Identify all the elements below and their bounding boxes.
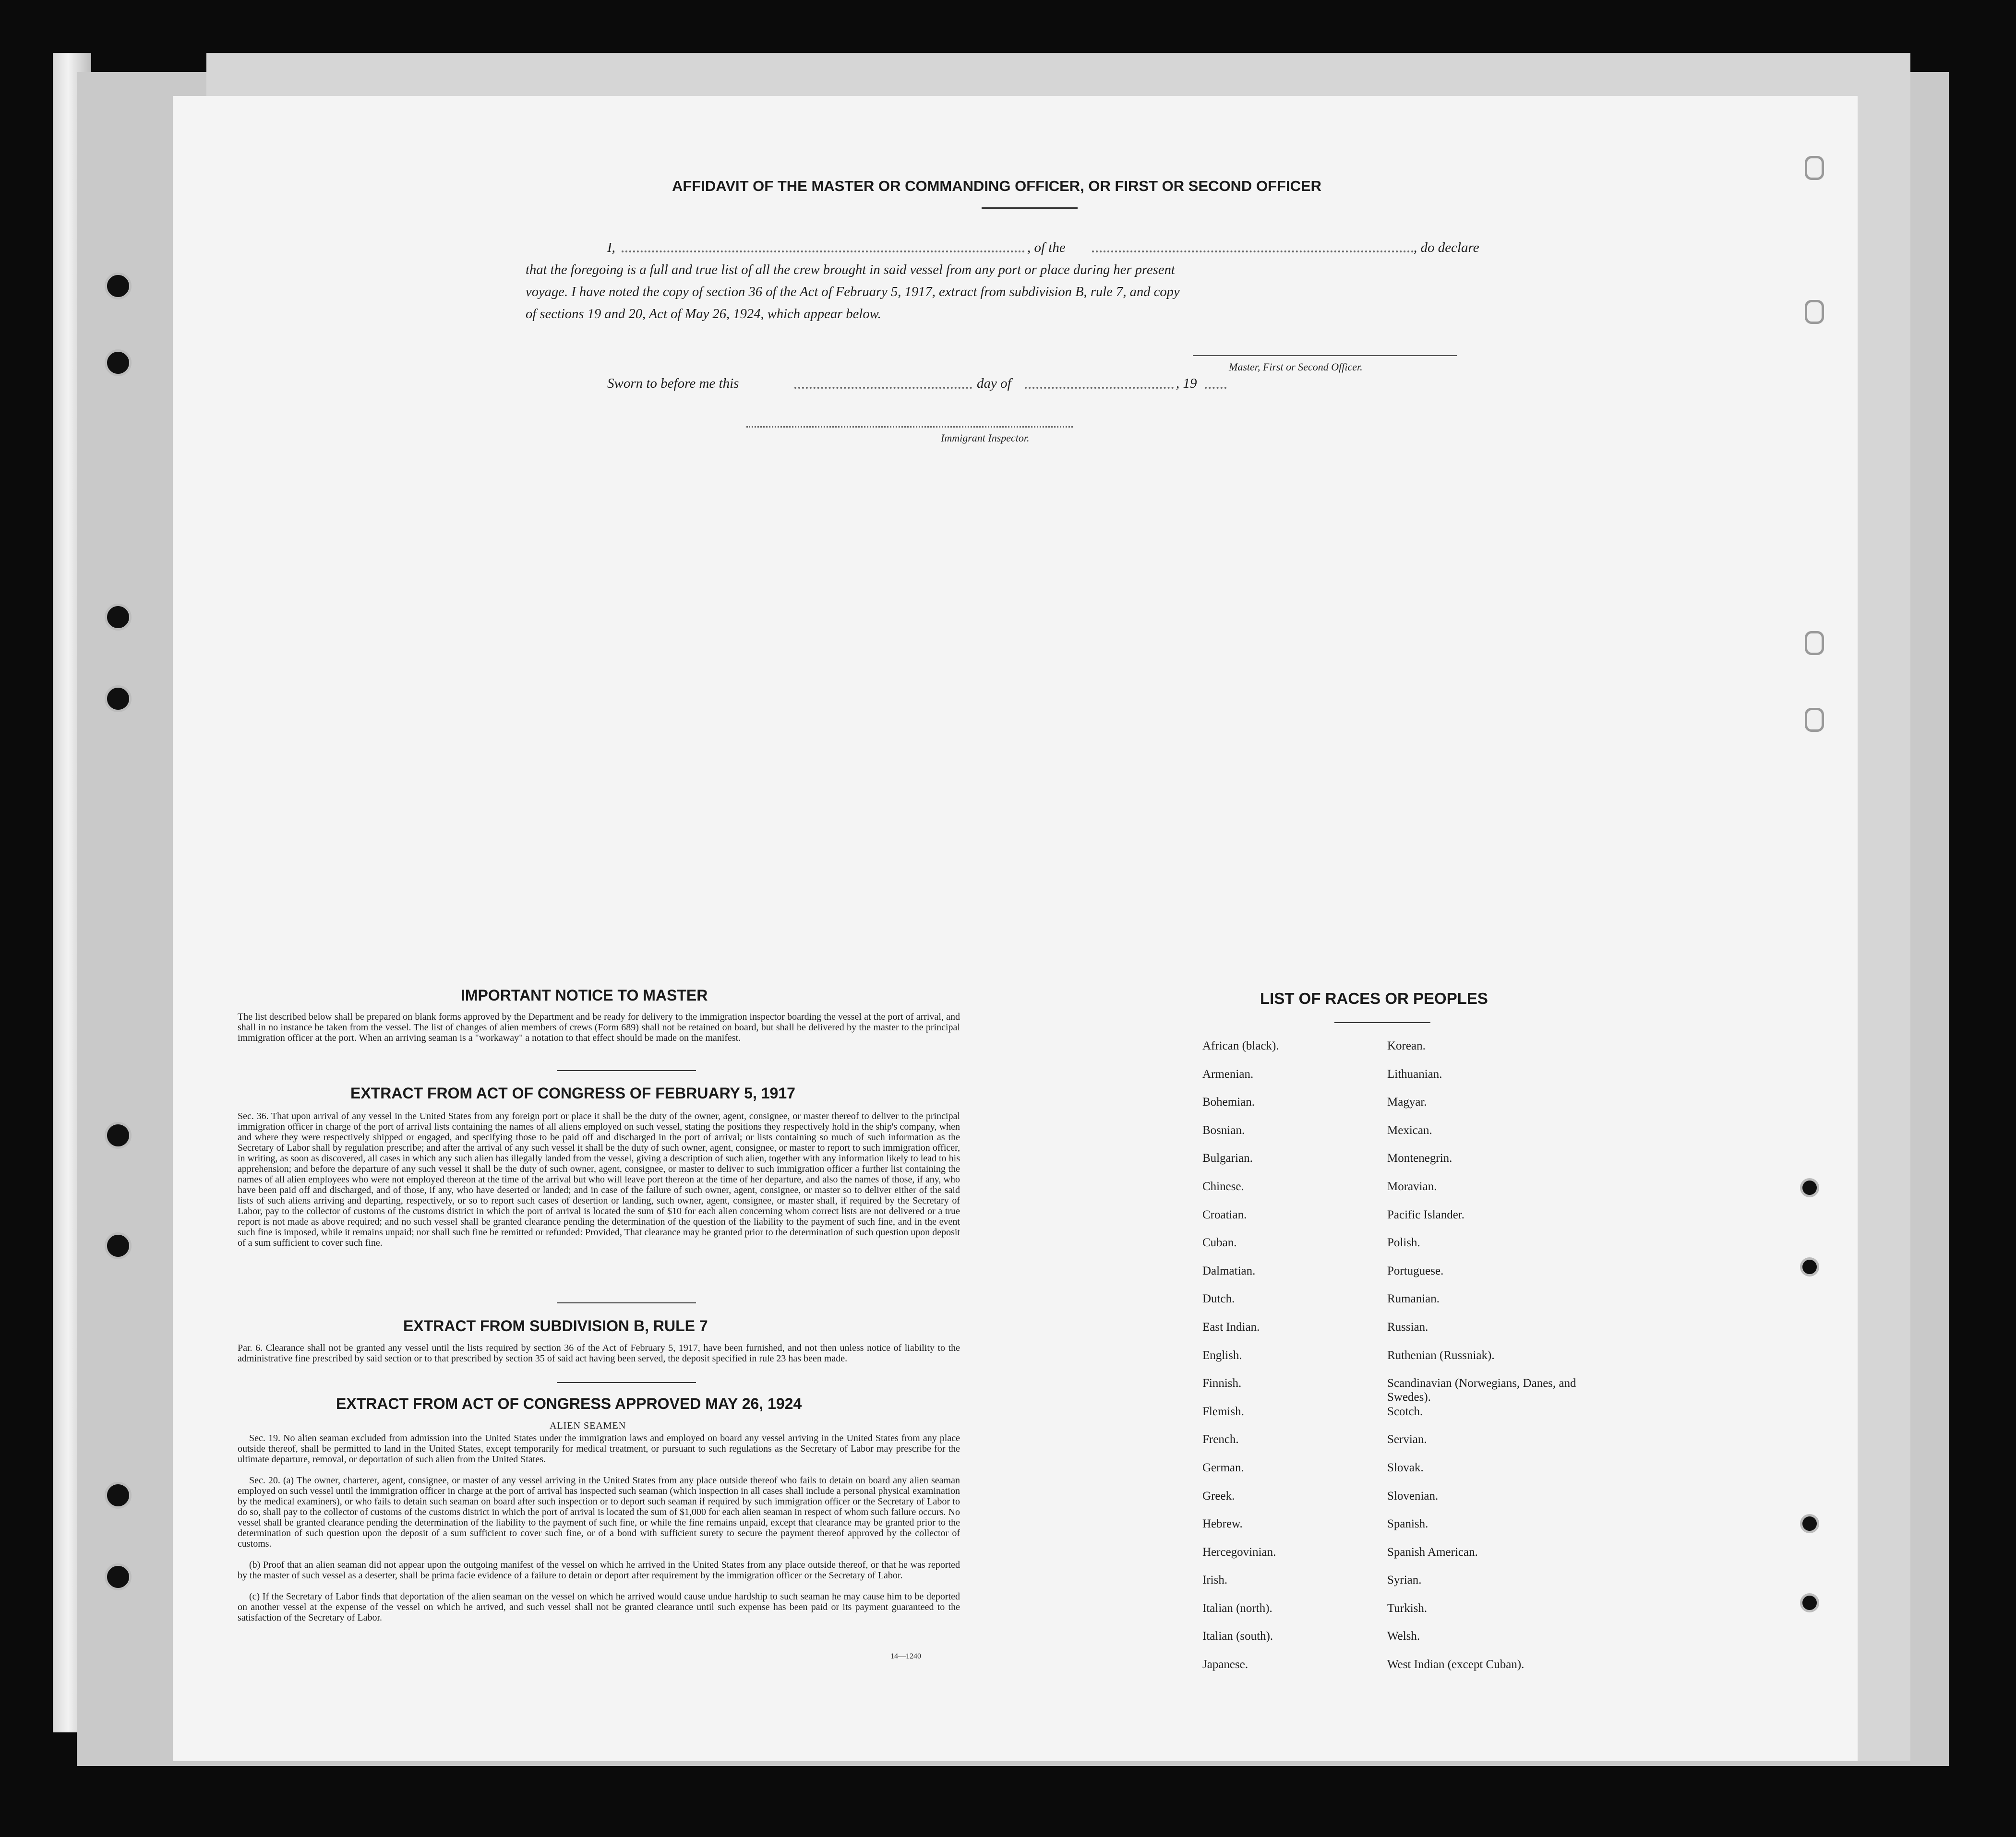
race-item: Polish. [1387,1236,1420,1250]
sec20a-text: Sec. 20. (a) The owner, charterer, agent, consignee, or master of any vessel arriving in the United States from any place outside thereof who fails to detain on board any alien seaman employed on such vessel until the immigration officer in charge at the port of arrival has inspected such seaman (which inspection in all cases shall include a personal physical examination by the medical examiners), or who fails to detain such seaman on board after such inspection or to deport such seaman if required by such immigration officer or the Secretary of Labor to do so, shall pay to the collector of customs of the customs district in which the port of arrival is located the sum of $1,000 for each alien seaman in respect of whom such failure occurs. No vessel shall be granted clearance pending the determination of the liability to the payment of such fine, or while the fine remains unpaid, except that clearance may be granted prior to the determination of such question upon the deposit of a sum sufficient to cover such fine, or of a bond with sufficient surety to secure the payment thereof approved by the collector of customs. [238,1475,960,1549]
affidavit-line1-mid: , of the [1027,240,1066,255]
race-item: Lithuanian. [1387,1067,1442,1081]
master-caption: Master, First or Second Officer. [1229,361,1363,373]
race-item: Mexican. [1387,1123,1432,1137]
race-item: Greek. [1202,1489,1235,1503]
race-item: Flemish. [1202,1405,1244,1418]
extract-1917-title: EXTRACT FROM ACT OF CONGRESS OF FEBRUARY 5, 1917 [350,1085,795,1102]
notice-text: The list described below shall be prepared on blank forms approved by the Department and be ready for delivery to the immigration inspector boarding the vessel at the port of arrival, and shall in no instance be taken from the vessel. The list of changes of alien members of crews (Form 689) shall not be retained on board, but shall be delivered by the master to the principal immigration officer at the port. When an arriving seaman is a "workaway" a notation to that effect should be made on the manifest. [238,1012,960,1043]
affidavit-line1-end: , do declare [1414,240,1479,255]
race-item: French. [1202,1433,1239,1446]
notice-rule [557,1070,696,1071]
race-item: Servian. [1387,1433,1427,1446]
extract-1917-rule [557,1302,696,1303]
rule7-text: Par. 6. Clearance shall not be granted any vessel until the lists required by section 36 of the Act of February 5, 1917, have been furnished, and not then unless notice of liability to the administrative fine prescribed by said section or to that prescribed by section 35 of said act having been served, the deposit specified in rule 23 has been made. [238,1343,960,1364]
race-item: Japanese. [1202,1658,1248,1671]
rule7-title: EXTRACT FROM SUBDIVISION B, RULE 7 [403,1317,708,1335]
sworn-day-field[interactable] [794,387,972,389]
race-item: Magyar. [1387,1096,1427,1109]
race-item: Dalmatian. [1202,1264,1256,1277]
race-item: Chinese. [1202,1180,1244,1193]
race-item: Slovenian. [1387,1489,1439,1503]
race-item: Hercegovinian. [1202,1545,1276,1559]
inspector-caption: Immigrant Inspector. [941,432,1030,444]
race-item: Bohemian. [1202,1096,1255,1109]
race-item: Ruthenian (Russniak). [1387,1348,1495,1362]
binder-hole-right [1805,708,1824,732]
master-signature-line[interactable] [1193,355,1457,356]
races-column-2 [1387,1039,1579,1686]
race-item: German. [1202,1461,1244,1474]
race-item: Finnish. [1202,1377,1242,1390]
race-item: Spanish American. [1387,1545,1478,1559]
sworn-line-end: , 19 [1176,376,1197,391]
race-item: Scandinavian (Norwegians, Danes, and Swedes). [1387,1377,1576,1404]
rule7-rule [557,1382,696,1383]
binder-hole-right [1800,1514,1819,1533]
sworn-year-field[interactable] [1205,387,1226,389]
race-item: Russian. [1387,1320,1428,1334]
race-item: Syrian. [1387,1574,1422,1587]
races-title: LIST OF RACES OR PEOPLES [1260,990,1488,1007]
race-item: Croatian. [1202,1208,1247,1221]
affidavit-line4: of sections 19 and 20, Act of May 26, 1924, which appear below. [526,307,881,322]
form-number: 14—1240 [890,1652,921,1660]
race-item: Dutch. [1202,1292,1235,1306]
affidavit-line2: that the foregoing is a full and true list of all the crew brought in said vessel from any port or place during her present [526,262,1175,277]
race-item: Korean. [1387,1039,1426,1052]
race-item: Montenegrin. [1387,1152,1452,1165]
binder-hole [105,604,132,631]
binder-hole-right [1805,631,1824,655]
race-item: Slovak. [1387,1461,1424,1474]
race-item: Cuban. [1202,1236,1237,1250]
binder-hole-right [1805,156,1824,180]
sec19-text: Sec. 19. No alien seaman excluded from admission into the United States under the immigration laws and employed on board any vessel arriving in the United States from any place outside thereof, shall be permitted to land in the United States, except temporarily for medical treatment, or pursuant to such regulations as the Secretary of Labor may prescribe for the ultimate departure, removal, or deportation of such alien from the United States. [238,1433,960,1465]
race-item: Hebrew. [1202,1517,1243,1531]
races-column-1 [1202,1039,1385,1686]
race-item: African (black). [1202,1039,1279,1052]
race-item: Scotch. [1387,1405,1423,1418]
race-item: Pacific Islander. [1387,1208,1465,1221]
race-item: Italian (south). [1202,1630,1273,1643]
affidavit-title-rule [982,207,1078,209]
race-item: Italian (north). [1202,1601,1272,1615]
races-title-rule [1334,1022,1430,1023]
inspector-signature-line[interactable] [746,426,1073,428]
binder-hole-right [1800,1257,1819,1276]
binder-hole [105,1122,132,1149]
binder-hole-right [1800,1178,1819,1197]
form-page [173,96,1858,1761]
binder-hole-right [1800,1593,1819,1612]
sworn-line-start: Sworn to before me this [607,376,739,391]
race-item: Armenian. [1202,1067,1254,1081]
race-item: East Indian. [1202,1320,1260,1334]
race-item: Bulgarian. [1202,1152,1253,1165]
sworn-month-field[interactable] [1025,387,1174,389]
binder-hole [105,1563,132,1590]
race-item: West Indian (except Cuban). [1387,1658,1524,1671]
sec20b-text: (b) Proof that an alien seaman did not appear upon the outgoing manifest of the vessel on which he arrived in the United States from any place outside thereof, or that he was reported by the master of such vessel as a deserter, shall be prima facie evidence of a failure to detain or deport after requirement by the immigration officer or the Secretary of Labor. [238,1560,960,1581]
sworn-line-mid: day of [977,376,1011,391]
affidavit-line1-start: I, [607,240,615,255]
race-item: Bosnian. [1202,1123,1245,1137]
vessel-field[interactable] [1092,250,1414,252]
binder-hole [105,1482,132,1509]
race-item: Moravian. [1387,1180,1437,1193]
affidavit-line3: voyage. I have noted the copy of section 36 of the Act of February 5, 1917, extract from subdivision B, rule 7, and copy [526,285,1180,299]
binder-hole-right [1805,300,1824,324]
binder-hole [105,1232,132,1259]
sec20c-text: (c) If the Secretary of Labor finds that deportation of the alien seaman on the vessel on which he arrived would cause undue hardship to such seaman he may cause him to be deported on another vessel at the expense of the vessel on which he arrived, and such vessel shall not be granted clearance until such expense has been paid or its payment guaranteed to the satisfaction of the Secretary of Labor. [238,1591,960,1623]
race-item: Portuguese. [1387,1264,1444,1277]
race-item: Welsh. [1387,1630,1420,1643]
extract-1924-subtitle: ALIEN SEAMEN [550,1420,626,1431]
binder-hole [105,273,132,299]
binder-hole [105,685,132,712]
extract-1924-title: EXTRACT FROM ACT OF CONGRESS APPROVED MAY 26, 1924 [336,1395,802,1412]
name-field[interactable] [622,250,1025,252]
race-item: Irish. [1202,1574,1228,1587]
affidavit-title: AFFIDAVIT OF THE MASTER OR COMMANDING OFFICER, OR FIRST OR SECOND OFFICER [672,178,1322,194]
race-item: Rumanian. [1387,1292,1440,1306]
race-item: Turkish. [1387,1601,1428,1615]
race-item: English. [1202,1348,1242,1362]
extract-1917-text: Sec. 36. That upon arrival of any vessel in the United States from any foreign port or place it shall be the duty of the owner, agent, consignee, or master thereof to deliver to the principal immigration officer in charge of the port of arrival lists containing the names of all aliens employed on such vessel, stating the positions they respectively hold in the ship's company, when and where they were respectively shipped or engaged, and specifying those to be paid off and discharged in the port of arrival; or lists containing so much of such information as the Secretary of Labor shall by regulation prescribe; and after the arrival of any such vessel it shall be the duty of such owner, agent, consignee, or master to report to such immigration officer, in writing, as soon as discovered, all cases in which any such alien has illegally landed from the vessel, giving a description of such alien, together with any information likely to lead to his apprehension; and before the departure of any such vessel it shall be the duty of such owner, agent, consignee, or master to deliver to such immigration officer a further list containing the names of all alien employees who were not employed thereon at the time of the arrival but who will leave port thereon at the time of her departure, and also the names of those, if any, who have been paid off and discharged, and of those, if any, who have deserted or landed; and in case of the failure of such owner, agent, consignee, or master so to deliver either of the said lists of such aliens arriving and departing, respectively, or so to report such cases of desertion or landing, such owner, agent, consignee, or master shall, if required by the Secretary of Labor, pay to the collector of customs of the customs district in which the port of arrival is located the sum of $10 for each alien concerning whom correct lists are not delivered or a true report is not made as above required; and no such vessel shall be granted clearance pending the determination of the question of the liability to the payment of such fine, and in the event such fine is imposed, while it remains unpaid; nor shall such fine be remitted or refunded: Provided, That clearance may be granted prior to the determination of such question upon deposit of a sum sufficient to cover such fine. [238,1111,960,1248]
binder-hole [105,349,132,376]
race-item: Spanish. [1387,1517,1428,1531]
notice-title: IMPORTANT NOTICE TO MASTER [461,987,708,1004]
